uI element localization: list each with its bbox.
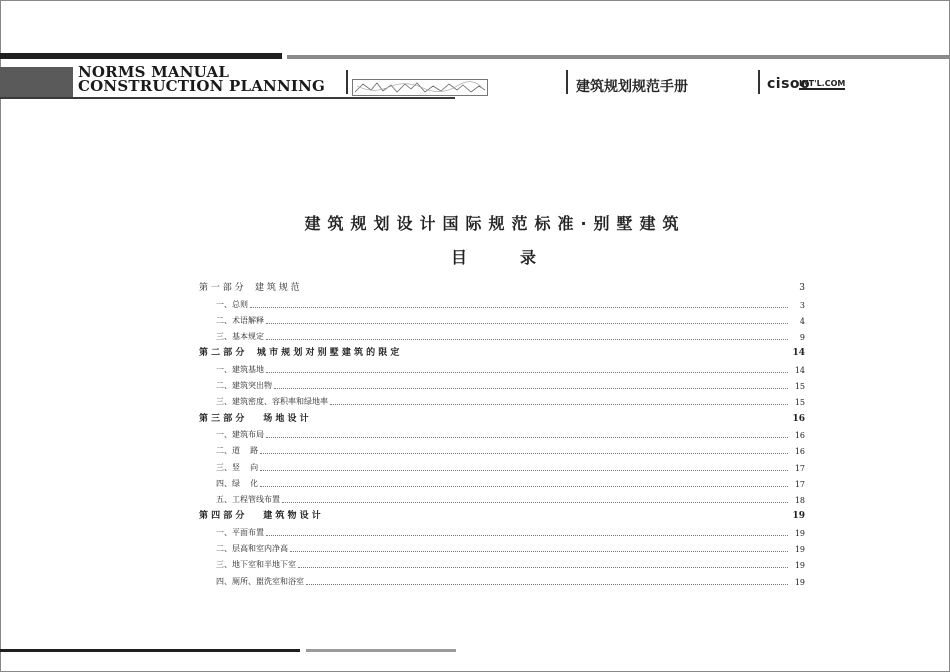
toc-page-number: 18	[794, 496, 805, 506]
toc-entry-row[interactable]	[199, 456, 805, 472]
logo-domain: INT'L.COM	[799, 79, 846, 88]
toc-page-number: 19	[794, 528, 805, 538]
header-rule	[0, 97, 455, 99]
toc-leader-dots	[266, 372, 788, 373]
toc-part-row[interactable]	[199, 505, 805, 521]
toc-entry-label: 三、地下室和半地下室	[216, 560, 296, 570]
toc-page-number: 17	[794, 479, 805, 489]
toc-part-row[interactable]	[199, 342, 805, 358]
toc-heading-left: 目	[451, 248, 468, 267]
brand-line-2: CONSTRUCTION PLANNING	[78, 77, 325, 95]
toc-leader-dots	[290, 551, 788, 552]
toc-entry-row[interactable]	[199, 391, 805, 407]
toc-entry-label: 二、道 路	[216, 446, 259, 456]
toc-part-row[interactable]	[199, 277, 805, 293]
toc-page-number: 16	[794, 447, 805, 457]
toc-entry-label: 三、建筑密度、容积率和绿地率	[216, 397, 328, 407]
toc-page-number: 19	[792, 511, 805, 522]
toc-entry-label: 一、总则	[216, 299, 248, 309]
toc-page-number: 19	[794, 545, 805, 555]
toc-leader-dots	[260, 453, 788, 454]
bottom-rule-grey	[306, 649, 456, 652]
toc-entry-row[interactable]	[199, 521, 805, 537]
toc-leader-dots	[266, 339, 788, 340]
toc-entry-label: 五、工程管线布置	[216, 495, 280, 505]
toc-leader-dots	[260, 470, 788, 471]
brand-title	[78, 65, 325, 93]
toc-page-number: 9	[799, 333, 805, 343]
toc-leader-dots	[274, 388, 788, 389]
toc-entry-label: 第 四 部 分 建 筑 物 设 计	[199, 511, 321, 522]
toc-leader-dots	[266, 323, 788, 324]
toc-page-number: 3	[799, 300, 805, 310]
toc-heading-right: 录	[520, 248, 537, 267]
toc-page-number: 17	[794, 463, 805, 473]
manual-title: 建筑规划规范手册	[576, 79, 688, 95]
toc-entry-row[interactable]	[199, 570, 805, 586]
header-divider	[346, 70, 348, 94]
toc-leader-dots	[306, 584, 788, 585]
toc-entry-row[interactable]	[199, 358, 805, 374]
top-rule-grey	[287, 55, 950, 59]
toc-entry-row[interactable]	[199, 293, 805, 309]
toc-entry-label: 第 一 部 分 建 筑 规 范	[199, 283, 300, 294]
toc-entry-label: 一、建筑布局	[216, 429, 264, 439]
toc-page-number: 16	[792, 413, 805, 424]
header-divider	[566, 70, 568, 94]
toc-entry-label: 第 二 部 分 城 市 规 划 对 别 墅 建 筑 的 限 定	[199, 348, 400, 359]
toc-entry-label: 三、基本规定	[216, 332, 264, 342]
toc-entry-row[interactable]	[199, 440, 805, 456]
toc-heading	[451, 245, 536, 268]
toc-leader-dots	[250, 307, 788, 308]
header-grey-block	[0, 67, 73, 97]
toc-entry-label: 一、建筑基地	[216, 364, 264, 374]
toc-entry-label: 第 三 部 分 场 地 设 计	[199, 413, 309, 424]
toc-leader-dots	[266, 437, 788, 438]
toc-entry-label: 二、建筑突出物	[216, 381, 272, 391]
toc-entry-label: 二、术语解释	[216, 315, 264, 325]
toc-leader-dots	[330, 404, 788, 405]
toc-entry-row[interactable]	[199, 538, 805, 554]
toc-leader-dots	[298, 567, 788, 568]
toc-page-number: 19	[794, 577, 805, 587]
toc-leader-dots	[282, 502, 788, 503]
logo: cisoo	[767, 76, 811, 92]
toc-entry-row[interactable]	[199, 326, 805, 342]
brand-line-1: NORMS MANUAL	[78, 63, 230, 81]
header-divider	[758, 70, 760, 94]
toc-entry-label: 一、平面布置	[216, 527, 264, 537]
top-rule-dark	[0, 53, 282, 59]
toc-entry-label: 三、竖 向	[216, 462, 259, 472]
toc-entry-row[interactable]	[199, 424, 805, 440]
toc-entry-row[interactable]	[199, 473, 805, 489]
toc-page-number: 15	[794, 398, 805, 408]
document-title: 建筑规划设计国际规范标准·别墅建筑	[304, 214, 686, 233]
toc-page-number: 3	[799, 283, 805, 294]
toc-page-number: 4	[799, 316, 805, 326]
toc-leader-dots	[266, 535, 788, 536]
toc-entry-row[interactable]	[199, 554, 805, 570]
table-of-contents	[199, 277, 805, 587]
toc-entry-row[interactable]	[199, 375, 805, 391]
bottom-rule-dark	[0, 649, 300, 652]
toc-entry-label: 二、层高和室内净高	[216, 544, 288, 554]
toc-page-number: 16	[794, 430, 805, 440]
toc-page-number: 14	[792, 348, 805, 359]
toc-page-number: 19	[794, 561, 805, 571]
toc-entry-label: 四、绿 化	[216, 478, 259, 488]
toc-entry-label: 四、厕所、盥洗室和浴室	[216, 576, 304, 586]
toc-leader-dots	[260, 486, 788, 487]
toc-page-number: 14	[794, 365, 805, 375]
toc-page-number: 15	[794, 382, 805, 392]
toc-entry-row[interactable]	[199, 310, 805, 326]
toc-entry-row[interactable]	[199, 489, 805, 505]
sketch-image	[352, 79, 488, 96]
toc-part-row[interactable]	[199, 407, 805, 423]
